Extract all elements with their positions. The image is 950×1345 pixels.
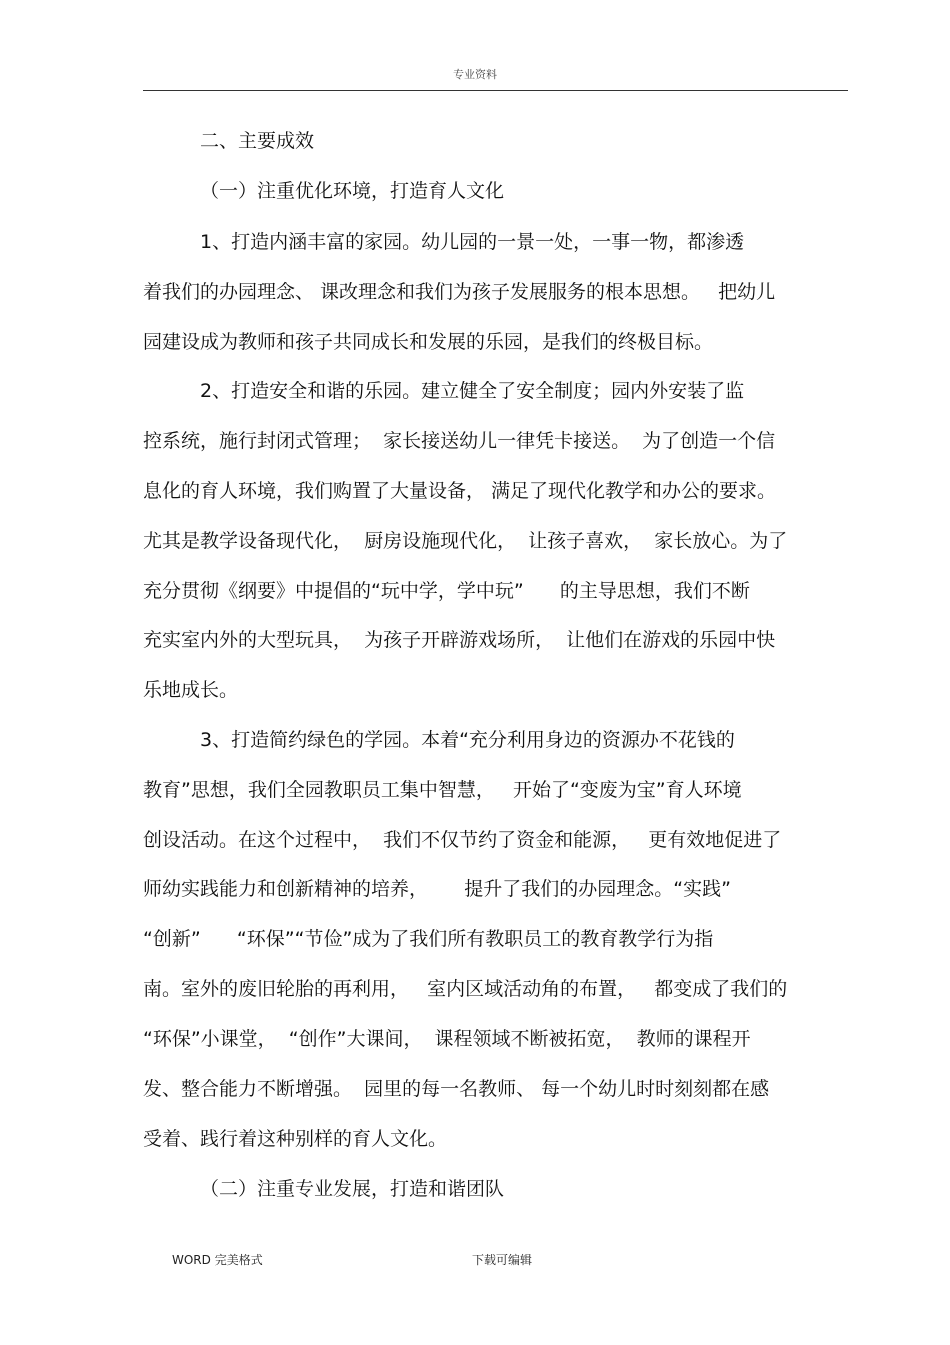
- paragraph-line: 2、打造安全和谐的乐园。建立健全了安全制度；园内外安装了监: [200, 380, 745, 402]
- paragraph-line: 控系统，施行封闭式管理； 家长接送幼儿一律凭卡接送。 为了创造一个信: [143, 430, 776, 452]
- paragraph-line: 着我们的办园理念、 课改理念和我们为孩子发展服务的根本思想。 把幼儿: [143, 281, 776, 303]
- section-heading: 二、主要成效: [200, 130, 315, 152]
- paragraph-line: 南。室外的废旧轮胎的再利用， 室内区域活动角的布置， 都变成了我们的: [143, 978, 788, 1000]
- paragraph-line: 尤其是教学设备现代化， 厨房设施现代化， 让孩子喜欢， 家长放心。为了: [143, 530, 788, 552]
- paragraph-line: 乐地成长。: [143, 679, 239, 701]
- footer-left-text: WORD 完美格式: [172, 1253, 263, 1267]
- page-header: 专业资料: [453, 68, 497, 81]
- paragraph-line: 3、打造简约绿色的学园。本着“充分利用身边的资源办不花钱的: [200, 729, 735, 751]
- paragraph-line: 发、整合能力不断增强。 园里的每一名教师、 每一个幼儿时时刻刻都在感: [143, 1078, 770, 1100]
- header-rule: [143, 90, 848, 91]
- subsection-heading: （二）注重专业发展，打造和谐团队: [200, 1178, 505, 1200]
- subsection-heading: （一）注重优化环境，打造育人文化: [200, 180, 505, 202]
- footer-right-text: 下载可编辑: [472, 1253, 533, 1267]
- paragraph-line: “创新” “环保”“节俭”成为了我们所有教职员工的教育教学行为指: [143, 928, 714, 950]
- paragraph-line: 充分贯彻《纲要》中提倡的“玩中学，学中玩” 的主导思想，我们不断: [143, 580, 750, 602]
- paragraph-line: 创设活动。在这个过程中， 我们不仅节约了资金和能源， 更有效地促进了: [143, 829, 782, 851]
- paragraph-line: 师幼实践能力和创新精神的培养， 提升了我们的办园理念。“实践”: [143, 878, 731, 900]
- paragraph-line: 息化的育人环境，我们购置了大量设备， 满足了现代化教学和办公的要求。: [143, 480, 777, 502]
- paragraph-line: 1、打造内涵丰富的家园。幼儿园的一景一处，一事一物，都渗透: [200, 231, 745, 253]
- paragraph-line: 受着、践行着这种别样的育人文化。: [143, 1128, 448, 1150]
- paragraph-line: 园建设成为教师和孩子共同成长和发展的乐园，是我们的终极目标。: [143, 331, 714, 353]
- paragraph-line: 教育”思想，我们全园教职员工集中智慧， 开始了“变废为宝”育人环境: [143, 779, 742, 801]
- paragraph-line: “环保”小课堂， “创作”大课间， 课程领域不断被拓宽， 教师的课程开: [143, 1028, 751, 1050]
- paragraph-line: 充实室内外的大型玩具， 为孩子开辟游戏场所， 让他们在游戏的乐园中快: [143, 629, 776, 651]
